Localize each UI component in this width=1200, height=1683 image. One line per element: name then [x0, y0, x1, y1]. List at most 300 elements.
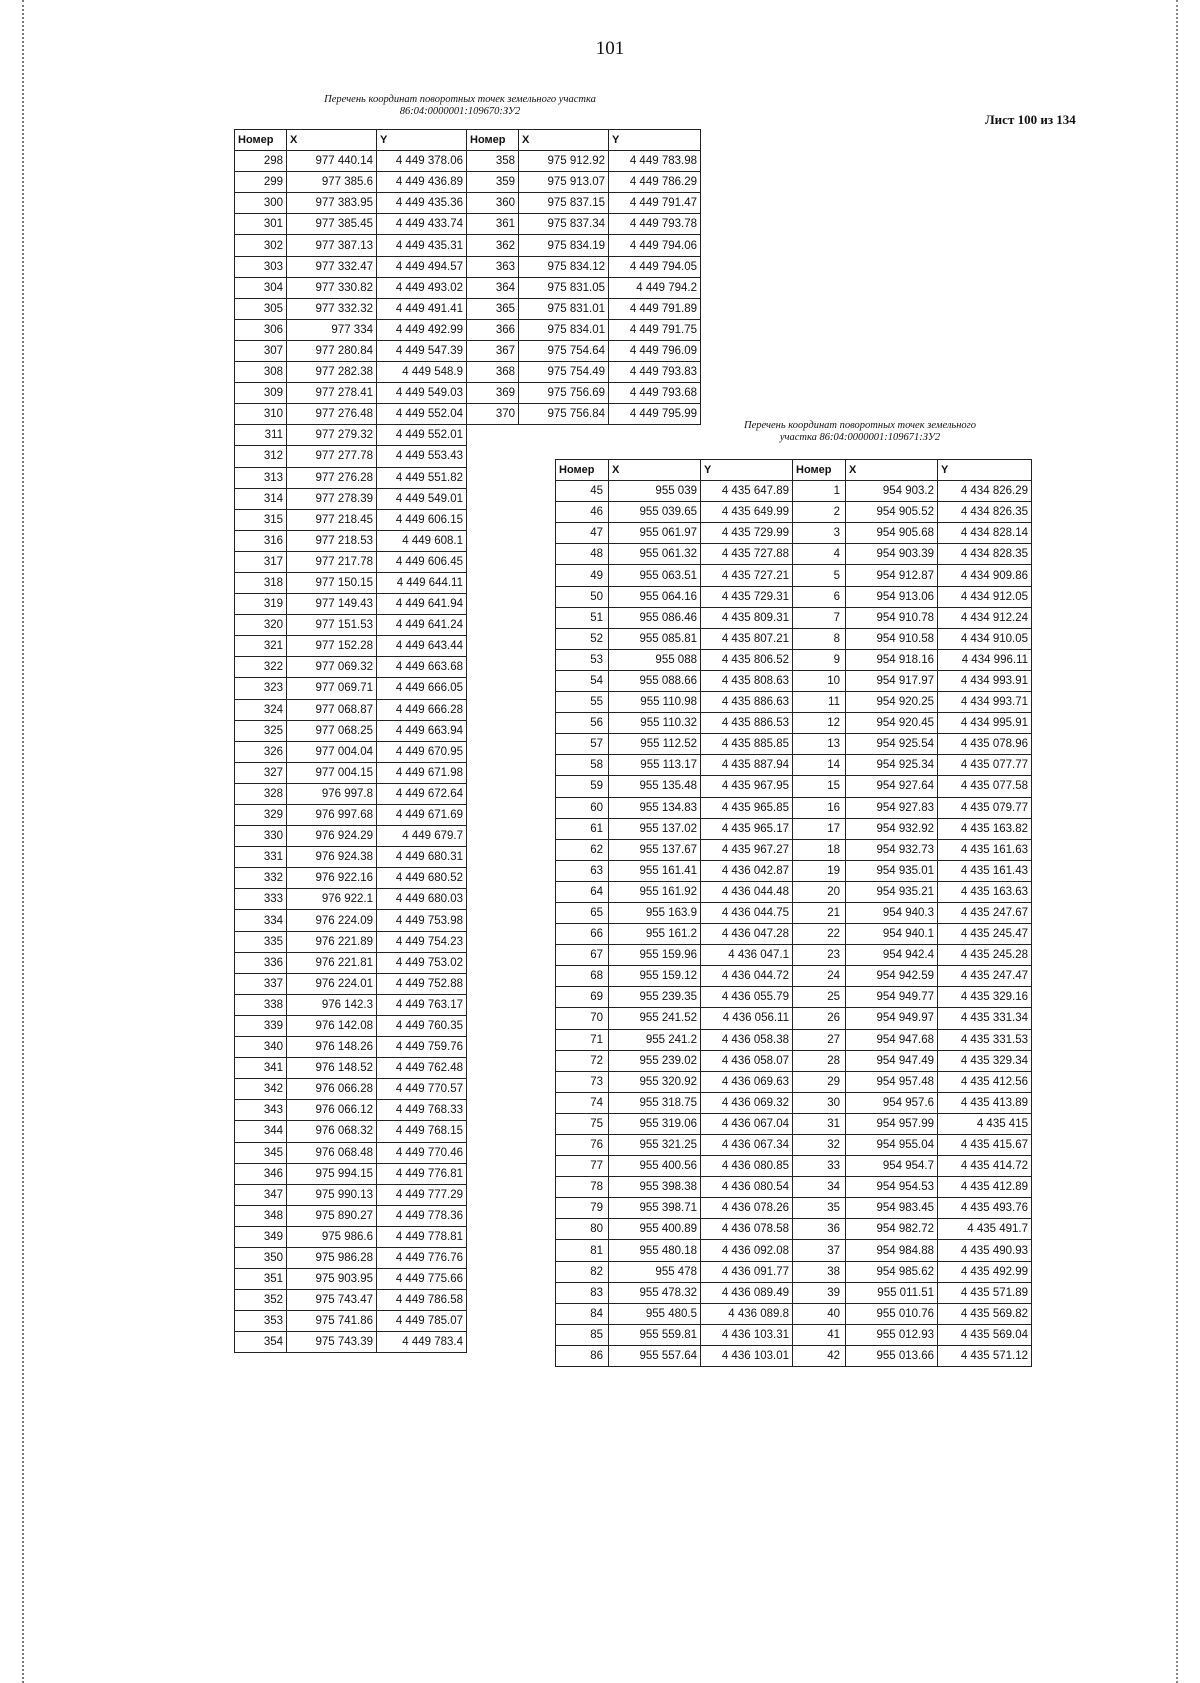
y-coordinate-cell: 4 436 103.31: [701, 1324, 793, 1345]
x-coordinate-cell: 977 004.04: [287, 741, 377, 762]
empty-cell: [467, 572, 519, 593]
y-coordinate-cell: 4 436 078.26: [701, 1198, 793, 1219]
x-coordinate-cell: 976 221.89: [287, 931, 377, 952]
y-coordinate-cell: 4 436 089.49: [701, 1282, 793, 1303]
table-row: [556, 776, 1032, 797]
x-coordinate-cell: 955 241.2: [609, 1029, 701, 1050]
empty-cell: [467, 762, 519, 783]
y-coordinate-cell: 4 434 912.24: [938, 607, 1032, 628]
y-coordinate-cell: 4 435 809.31: [701, 607, 793, 628]
x-coordinate-cell: 955 319.06: [609, 1113, 701, 1134]
point-number-cell: 314: [235, 488, 287, 509]
x-coordinate-cell: 955 113.17: [609, 755, 701, 776]
table-row: [556, 860, 1032, 881]
point-number-cell: 37: [793, 1240, 846, 1261]
table-row: [556, 565, 1032, 586]
point-number-cell: 66: [556, 924, 609, 945]
empty-cell: [467, 1226, 519, 1247]
empty-cell: [467, 910, 519, 931]
point-number-cell: 50: [556, 586, 609, 607]
table-row: [235, 151, 701, 172]
y-coordinate-cell: 4 449 433.74: [377, 214, 467, 235]
empty-cell: [467, 1311, 519, 1332]
x-coordinate-cell: 976 997.8: [287, 783, 377, 804]
y-coordinate-cell: 4 434 993.71: [938, 692, 1032, 713]
coordinates-table-2: [555, 459, 1032, 1367]
point-number-cell: 10: [793, 670, 846, 691]
point-number-cell: 64: [556, 881, 609, 902]
y-coordinate-cell: 4 435 569.82: [938, 1303, 1032, 1324]
y-coordinate-cell: 4 449 672.64: [377, 783, 467, 804]
point-number-cell: 7: [793, 607, 846, 628]
point-number-cell: 14: [793, 755, 846, 776]
x-coordinate-cell: 976 997.68: [287, 805, 377, 826]
point-number-cell: 27: [793, 1029, 846, 1050]
empty-cell: [467, 1142, 519, 1163]
x-coordinate-cell: 955 559.81: [609, 1324, 701, 1345]
x-coordinate-cell: 954 942.4: [846, 945, 938, 966]
point-number-cell: 334: [235, 910, 287, 931]
x-coordinate-cell: 954 947.68: [846, 1029, 938, 1050]
x-coordinate-cell: 954 925.54: [846, 734, 938, 755]
y-coordinate-cell: 4 436 042.87: [701, 860, 793, 881]
table-row: [235, 214, 701, 235]
y-coordinate-cell: 4 449 680.52: [377, 868, 467, 889]
point-number-cell: 369: [467, 383, 519, 404]
x-coordinate-cell: 975 834.12: [519, 256, 609, 277]
x-coordinate-cell: 976 142.3: [287, 994, 377, 1015]
y-coordinate-cell: 4 449 770.46: [377, 1142, 467, 1163]
point-number-cell: 51: [556, 607, 609, 628]
point-number-cell: 80: [556, 1219, 609, 1240]
y-coordinate-cell: 4 449 777.29: [377, 1184, 467, 1205]
x-coordinate-cell: 977 069.71: [287, 678, 377, 699]
x-coordinate-cell: 976 924.38: [287, 847, 377, 868]
column-header: Номер: [235, 130, 287, 151]
x-coordinate-cell: 975 754.49: [519, 362, 609, 383]
x-coordinate-cell: 976 224.01: [287, 973, 377, 994]
x-coordinate-cell: 977 383.95: [287, 193, 377, 214]
point-number-cell: 346: [235, 1163, 287, 1184]
y-coordinate-cell: 4 449 770.57: [377, 1079, 467, 1100]
y-coordinate-cell: 4 434 828.14: [938, 523, 1032, 544]
x-coordinate-cell: 976 922.16: [287, 868, 377, 889]
y-coordinate-cell: 4 435 571.89: [938, 1282, 1032, 1303]
point-number-cell: 316: [235, 530, 287, 551]
point-number-cell: 303: [235, 256, 287, 277]
x-coordinate-cell: 976 148.26: [287, 1037, 377, 1058]
x-coordinate-cell: 955 159.12: [609, 966, 701, 987]
point-number-cell: 329: [235, 805, 287, 826]
x-coordinate-cell: 954 920.25: [846, 692, 938, 713]
y-coordinate-cell: 4 449 666.05: [377, 678, 467, 699]
point-number-cell: 353: [235, 1311, 287, 1332]
y-coordinate-cell: 4 449 435.31: [377, 235, 467, 256]
y-coordinate-cell: 4 435 078.96: [938, 734, 1032, 755]
y-coordinate-cell: 4 449 778.81: [377, 1226, 467, 1247]
table-row: [556, 481, 1032, 502]
x-coordinate-cell: 954 940.3: [846, 902, 938, 923]
point-number-cell: 320: [235, 615, 287, 636]
point-number-cell: 365: [467, 298, 519, 319]
x-coordinate-cell: 955 478: [609, 1261, 701, 1282]
y-coordinate-cell: 4 434 995.91: [938, 713, 1032, 734]
point-number-cell: 23: [793, 945, 846, 966]
empty-cell: [467, 741, 519, 762]
y-coordinate-cell: 4 449 786.29: [609, 172, 701, 193]
point-number-cell: 331: [235, 847, 287, 868]
point-number-cell: 330: [235, 826, 287, 847]
point-number-cell: 359: [467, 172, 519, 193]
y-coordinate-cell: 4 434 996.11: [938, 649, 1032, 670]
point-number-cell: 342: [235, 1079, 287, 1100]
x-coordinate-cell: 977 152.28: [287, 636, 377, 657]
x-coordinate-cell: 977 149.43: [287, 594, 377, 615]
x-coordinate-cell: 954 949.77: [846, 987, 938, 1008]
column-header: Y: [609, 130, 701, 151]
x-coordinate-cell: 954 940.1: [846, 924, 938, 945]
x-coordinate-cell: 954 910.58: [846, 628, 938, 649]
empty-cell: [467, 1037, 519, 1058]
point-number-cell: 16: [793, 797, 846, 818]
y-coordinate-cell: 4 435 808.63: [701, 670, 793, 691]
y-coordinate-cell: 4 435 413.89: [938, 1092, 1032, 1113]
empty-cell: [467, 847, 519, 868]
table-row: [556, 1219, 1032, 1240]
point-number-cell: 62: [556, 839, 609, 860]
x-coordinate-cell: 954 932.92: [846, 818, 938, 839]
point-number-cell: 77: [556, 1156, 609, 1177]
point-number-cell: 8: [793, 628, 846, 649]
y-coordinate-cell: 4 435 967.27: [701, 839, 793, 860]
x-coordinate-cell: 955 137.67: [609, 839, 701, 860]
empty-cell: [467, 446, 519, 467]
point-number-cell: 4: [793, 544, 846, 565]
point-number-cell: 65: [556, 902, 609, 923]
y-coordinate-cell: 4 435 492.99: [938, 1261, 1032, 1282]
x-coordinate-cell: 977 218.53: [287, 530, 377, 551]
y-coordinate-cell: 4 449 791.75: [609, 319, 701, 340]
table-row: [556, 755, 1032, 776]
x-coordinate-cell: 975 756.84: [519, 404, 609, 425]
table-row: [235, 383, 701, 404]
x-coordinate-cell: 954 957.48: [846, 1071, 938, 1092]
y-coordinate-cell: 4 435 886.53: [701, 713, 793, 734]
y-coordinate-cell: 4 436 080.85: [701, 1156, 793, 1177]
y-coordinate-cell: 4 449 796.09: [609, 340, 701, 361]
point-number-cell: 367: [467, 340, 519, 361]
point-number-cell: 19: [793, 860, 846, 881]
point-number-cell: 54: [556, 670, 609, 691]
y-coordinate-cell: 4 449 775.66: [377, 1269, 467, 1290]
x-coordinate-cell: 954 910.78: [846, 607, 938, 628]
point-number-cell: 337: [235, 973, 287, 994]
y-coordinate-cell: 4 449 778.36: [377, 1205, 467, 1226]
table-row: [235, 256, 701, 277]
empty-cell: [467, 636, 519, 657]
point-number-cell: 300: [235, 193, 287, 214]
empty-cell: [467, 1015, 519, 1036]
empty-cell: [467, 1163, 519, 1184]
point-number-cell: 86: [556, 1345, 609, 1366]
x-coordinate-cell: 977 278.39: [287, 488, 377, 509]
x-coordinate-cell: 955 039.65: [609, 502, 701, 523]
x-coordinate-cell: 954 935.01: [846, 860, 938, 881]
point-number-cell: 368: [467, 362, 519, 383]
x-coordinate-cell: 977 276.48: [287, 404, 377, 425]
y-coordinate-cell: 4 435 245.28: [938, 945, 1032, 966]
x-coordinate-cell: 954 927.64: [846, 776, 938, 797]
point-number-cell: 335: [235, 931, 287, 952]
x-coordinate-cell: 955 161.2: [609, 924, 701, 945]
point-number-cell: 85: [556, 1324, 609, 1345]
empty-cell: [467, 488, 519, 509]
point-number-cell: 313: [235, 467, 287, 488]
empty-cell: [467, 425, 519, 446]
x-coordinate-cell: 975 913.07: [519, 172, 609, 193]
point-number-cell: 302: [235, 235, 287, 256]
y-coordinate-cell: 4 435 806.52: [701, 649, 793, 670]
y-coordinate-cell: 4 449 493.02: [377, 277, 467, 298]
table-row: [556, 1135, 1032, 1156]
y-coordinate-cell: 4 435 077.58: [938, 776, 1032, 797]
y-coordinate-cell: 4 449 643.44: [377, 636, 467, 657]
point-number-cell: 343: [235, 1100, 287, 1121]
y-coordinate-cell: 4 449 491.41: [377, 298, 467, 319]
x-coordinate-cell: 976 148.52: [287, 1058, 377, 1079]
x-coordinate-cell: 955 161.41: [609, 860, 701, 881]
x-coordinate-cell: 955 398.71: [609, 1198, 701, 1219]
point-number-cell: 67: [556, 945, 609, 966]
empty-cell: [467, 551, 519, 572]
x-coordinate-cell: 977 277.78: [287, 446, 377, 467]
table-row: [556, 1008, 1032, 1029]
empty-cell: [467, 931, 519, 952]
table-row: [235, 362, 701, 383]
point-number-cell: 332: [235, 868, 287, 889]
y-coordinate-cell: 4 449 666.28: [377, 699, 467, 720]
y-coordinate-cell: 4 449 679.7: [377, 826, 467, 847]
x-coordinate-cell: 975 890.27: [287, 1205, 377, 1226]
y-coordinate-cell: 4 435 415: [938, 1113, 1032, 1134]
y-coordinate-cell: 4 436 078.58: [701, 1219, 793, 1240]
y-coordinate-cell: 4 435 807.21: [701, 628, 793, 649]
x-coordinate-cell: 955 159.96: [609, 945, 701, 966]
y-coordinate-cell: 4 449 551.82: [377, 467, 467, 488]
x-coordinate-cell: 975 994.15: [287, 1163, 377, 1184]
x-coordinate-cell: 977 330.82: [287, 277, 377, 298]
point-number-cell: 12: [793, 713, 846, 734]
page-number: 101: [595, 38, 625, 59]
point-number-cell: 68: [556, 966, 609, 987]
y-coordinate-cell: 4 449 783.4: [377, 1332, 467, 1353]
point-number-cell: 9: [793, 649, 846, 670]
x-coordinate-cell: 954 954.7: [846, 1156, 938, 1177]
column-header: Y: [938, 460, 1032, 481]
x-coordinate-cell: 955 134.83: [609, 797, 701, 818]
point-number-cell: 40: [793, 1303, 846, 1324]
point-number-cell: 60: [556, 797, 609, 818]
y-coordinate-cell: 4 435 647.89: [701, 481, 793, 502]
x-coordinate-cell: 955 480.5: [609, 1303, 701, 1324]
x-coordinate-cell: 975 903.95: [287, 1269, 377, 1290]
x-coordinate-cell: 975 837.34: [519, 214, 609, 235]
x-coordinate-cell: 975 754.64: [519, 340, 609, 361]
y-coordinate-cell: 4 435 967.95: [701, 776, 793, 797]
empty-cell: [467, 509, 519, 530]
point-number-cell: 340: [235, 1037, 287, 1058]
table-row: [556, 902, 1032, 923]
table-header-row: [235, 130, 701, 151]
x-coordinate-cell: 955 039: [609, 481, 701, 502]
y-coordinate-cell: 4 449 549.03: [377, 383, 467, 404]
point-number-cell: 370: [467, 404, 519, 425]
empty-cell: [467, 1121, 519, 1142]
y-coordinate-cell: 4 449 762.48: [377, 1058, 467, 1079]
y-coordinate-cell: 4 436 047.28: [701, 924, 793, 945]
x-coordinate-cell: 955 321.25: [609, 1135, 701, 1156]
empty-cell: [467, 1079, 519, 1100]
y-coordinate-cell: 4 436 044.48: [701, 881, 793, 902]
y-coordinate-cell: 4 449 671.98: [377, 762, 467, 783]
table-row: [235, 277, 701, 298]
y-coordinate-cell: 4 436 058.07: [701, 1050, 793, 1071]
table-row: [556, 797, 1032, 818]
empty-cell: [467, 467, 519, 488]
table-row: [556, 607, 1032, 628]
point-number-cell: 310: [235, 404, 287, 425]
point-number-cell: 351: [235, 1269, 287, 1290]
point-number-cell: 17: [793, 818, 846, 839]
y-coordinate-cell: 4 449 641.94: [377, 594, 467, 615]
y-coordinate-cell: 4 449 763.17: [377, 994, 467, 1015]
x-coordinate-cell: 977 440.14: [287, 151, 377, 172]
y-coordinate-cell: 4 435 414.72: [938, 1156, 1032, 1177]
table-row: [556, 734, 1032, 755]
point-number-cell: 317: [235, 551, 287, 572]
table-row: [556, 1050, 1032, 1071]
y-coordinate-cell: 4 449 791.89: [609, 298, 701, 319]
y-coordinate-cell: 4 435 412.89: [938, 1177, 1032, 1198]
x-coordinate-cell: 954 920.45: [846, 713, 938, 734]
point-number-cell: 74: [556, 1092, 609, 1113]
x-coordinate-cell: 976 068.48: [287, 1142, 377, 1163]
point-number-cell: 333: [235, 889, 287, 910]
table-row: [235, 235, 701, 256]
empty-cell: [467, 889, 519, 910]
x-coordinate-cell: 954 925.34: [846, 755, 938, 776]
x-coordinate-cell: 976 922.1: [287, 889, 377, 910]
x-coordinate-cell: 954 954.53: [846, 1177, 938, 1198]
point-number-cell: 319: [235, 594, 287, 615]
empty-cell: [467, 699, 519, 720]
point-number-cell: 363: [467, 256, 519, 277]
y-coordinate-cell: 4 449 548.9: [377, 362, 467, 383]
x-coordinate-cell: 977 276.28: [287, 467, 377, 488]
point-number-cell: 318: [235, 572, 287, 593]
column-header: X: [519, 130, 609, 151]
point-number-cell: 322: [235, 657, 287, 678]
x-coordinate-cell: 955 012.93: [846, 1324, 938, 1345]
table-row: [556, 1198, 1032, 1219]
table-row: [235, 404, 701, 425]
y-coordinate-cell: 4 434 910.05: [938, 628, 1032, 649]
table-row: [556, 1156, 1032, 1177]
y-coordinate-cell: 4 449 776.76: [377, 1247, 467, 1268]
point-number-cell: 61: [556, 818, 609, 839]
point-number-cell: 28: [793, 1050, 846, 1071]
x-coordinate-cell: 975 756.69: [519, 383, 609, 404]
x-coordinate-cell: 975 743.39: [287, 1332, 377, 1353]
point-number-cell: 45: [556, 481, 609, 502]
scan-edge-right: [1176, 0, 1181, 1683]
y-coordinate-cell: 4 449 753.02: [377, 952, 467, 973]
empty-cell: [467, 1184, 519, 1205]
x-coordinate-cell: 954 905.52: [846, 502, 938, 523]
y-coordinate-cell: 4 434 912.05: [938, 586, 1032, 607]
y-coordinate-cell: 4 435 727.88: [701, 544, 793, 565]
x-coordinate-cell: 955 110.98: [609, 692, 701, 713]
empty-cell: [467, 973, 519, 994]
point-number-cell: 20: [793, 881, 846, 902]
table-row: [556, 544, 1032, 565]
x-coordinate-cell: 954 985.62: [846, 1261, 938, 1282]
point-number-cell: 24: [793, 966, 846, 987]
y-coordinate-cell: 4 436 067.34: [701, 1135, 793, 1156]
x-coordinate-cell: 955 318.75: [609, 1092, 701, 1113]
point-number-cell: 298: [235, 151, 287, 172]
empty-cell: [467, 1100, 519, 1121]
x-coordinate-cell: 975 741.86: [287, 1311, 377, 1332]
y-coordinate-cell: 4 435 490.93: [938, 1240, 1032, 1261]
scan-edge-left: [22, 0, 27, 1683]
y-coordinate-cell: 4 435 161.43: [938, 860, 1032, 881]
x-coordinate-cell: 954 903.39: [846, 544, 938, 565]
y-coordinate-cell: 4 435 729.99: [701, 523, 793, 544]
point-number-cell: 345: [235, 1142, 287, 1163]
table-row: [556, 924, 1032, 945]
y-coordinate-cell: 4 435 161.63: [938, 839, 1032, 860]
column-header: Y: [701, 460, 793, 481]
point-number-cell: 29: [793, 1071, 846, 1092]
point-number-cell: 47: [556, 523, 609, 544]
empty-cell: [467, 615, 519, 636]
y-coordinate-cell: 4 449 754.23: [377, 931, 467, 952]
point-number-cell: 73: [556, 1071, 609, 1092]
point-number-cell: 299: [235, 172, 287, 193]
empty-cell: [467, 657, 519, 678]
point-number-cell: 309: [235, 383, 287, 404]
table-row: [235, 172, 701, 193]
x-coordinate-cell: 975 831.01: [519, 298, 609, 319]
x-coordinate-cell: 955 061.32: [609, 544, 701, 565]
x-coordinate-cell: 954 905.68: [846, 523, 938, 544]
table-row: [235, 425, 701, 446]
point-number-cell: 325: [235, 720, 287, 741]
y-coordinate-cell: 4 435 247.47: [938, 966, 1032, 987]
y-coordinate-cell: 4 449 794.2: [609, 277, 701, 298]
x-coordinate-cell: 955 137.02: [609, 818, 701, 839]
x-coordinate-cell: 954 927.83: [846, 797, 938, 818]
point-number-cell: 82: [556, 1261, 609, 1282]
point-number-cell: 366: [467, 319, 519, 340]
x-coordinate-cell: 954 942.59: [846, 966, 938, 987]
y-coordinate-cell: 4 435 885.85: [701, 734, 793, 755]
x-coordinate-cell: 977 385.45: [287, 214, 377, 235]
table-row: [556, 1303, 1032, 1324]
x-coordinate-cell: 975 834.19: [519, 235, 609, 256]
table-row: [556, 945, 1032, 966]
